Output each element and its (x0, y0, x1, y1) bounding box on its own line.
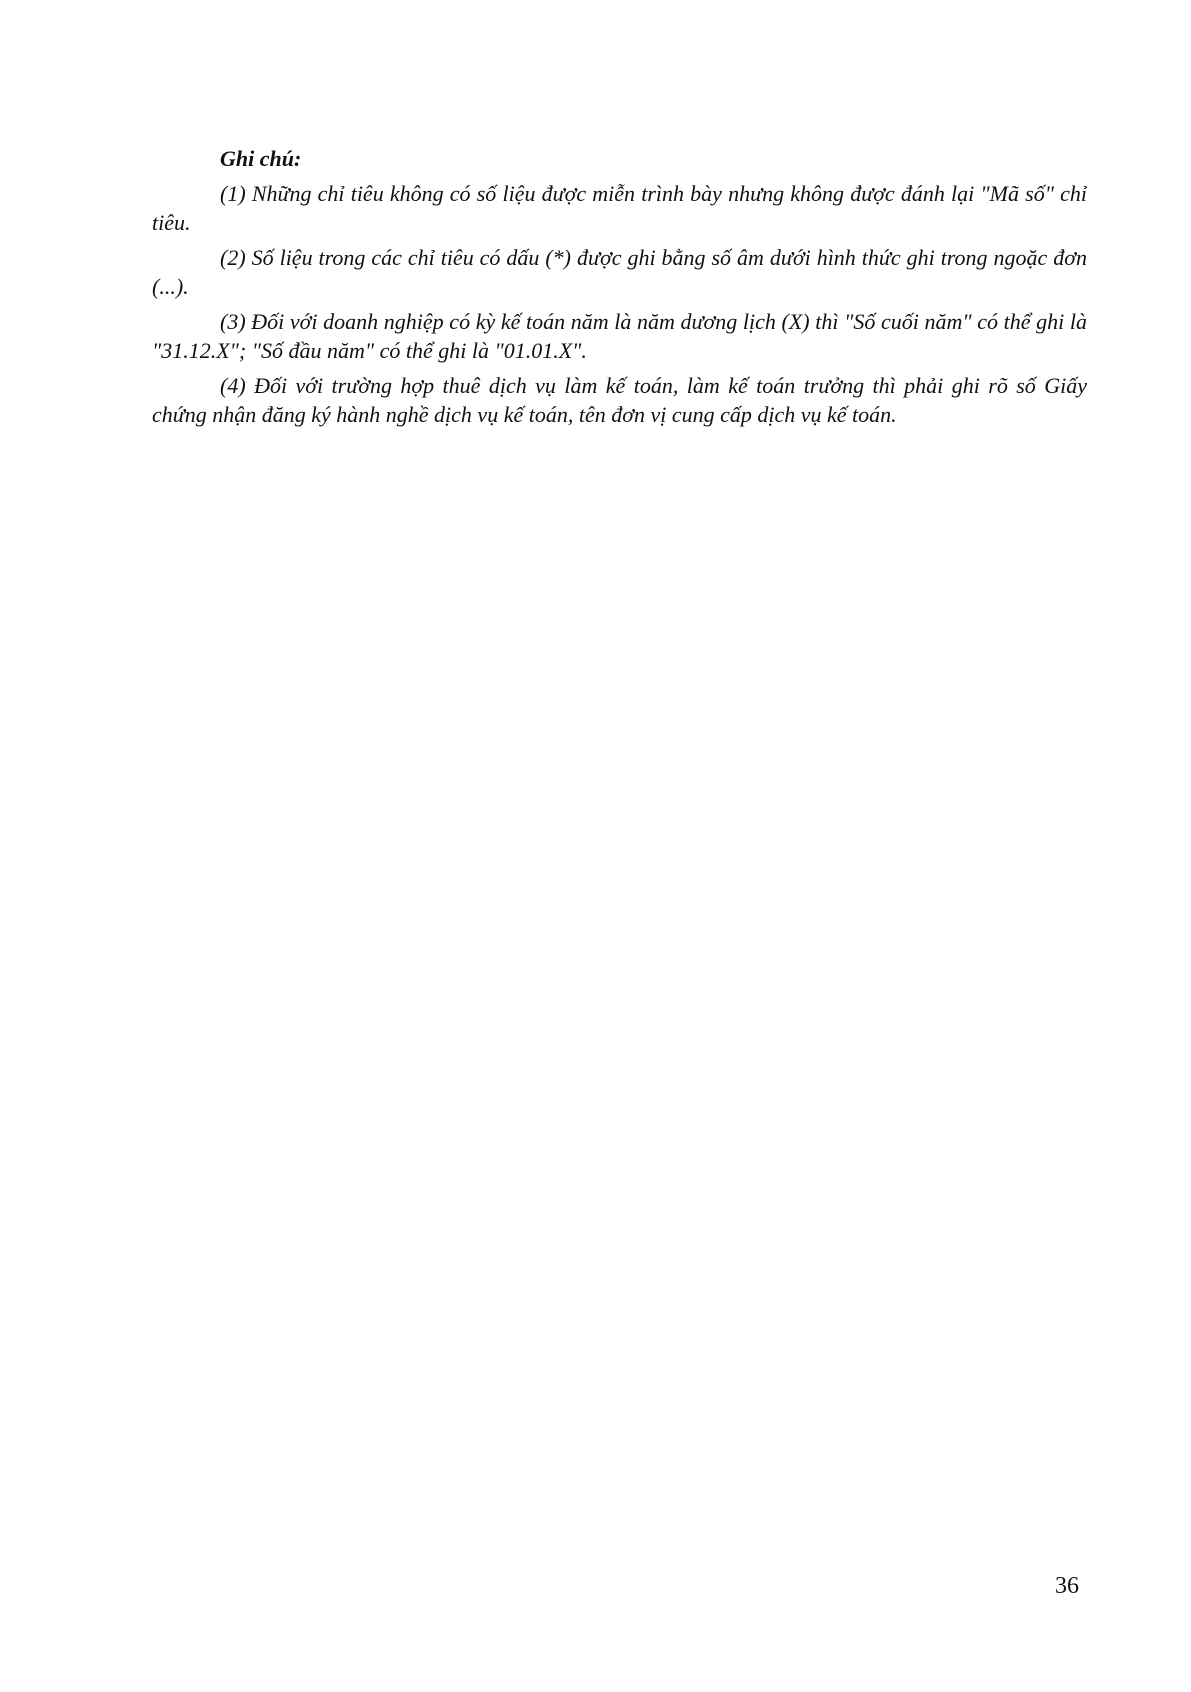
page-number: 36 (1055, 1573, 1079, 1599)
note-item-2: (2) Số liệu trong các chỉ tiêu có dấu (*) được ghi bằng số âm dưới hình thức ghi trong ngoặc đơn (...). (152, 245, 1087, 299)
note-item-3: (3) Đối với doanh nghiệp có kỳ kế toán năm là năm dương lịch (X) thì "Số cuối năm" có thể ghi là "31.12.X"; "Số đầu năm" có thể ghi là "01.01.X". (152, 309, 1087, 363)
note-item-1: (1) Những chỉ tiêu không có số liệu được miễn trình bày nhưng không được đánh lại "Mã số" chỉ tiêu. (152, 181, 1087, 235)
note-item-4: (4) Đối với trường hợp thuê dịch vụ làm kế toán, làm kế toán trưởng thì phải ghi rõ số Giấy chứng nhận đăng ký hành nghề dịch vụ kế toán, tên đơn vị cung cấp dịch vụ kế toán. (152, 373, 1087, 427)
notes-title: Ghi chú: (220, 146, 302, 171)
notes-section (152, 144, 1087, 435)
